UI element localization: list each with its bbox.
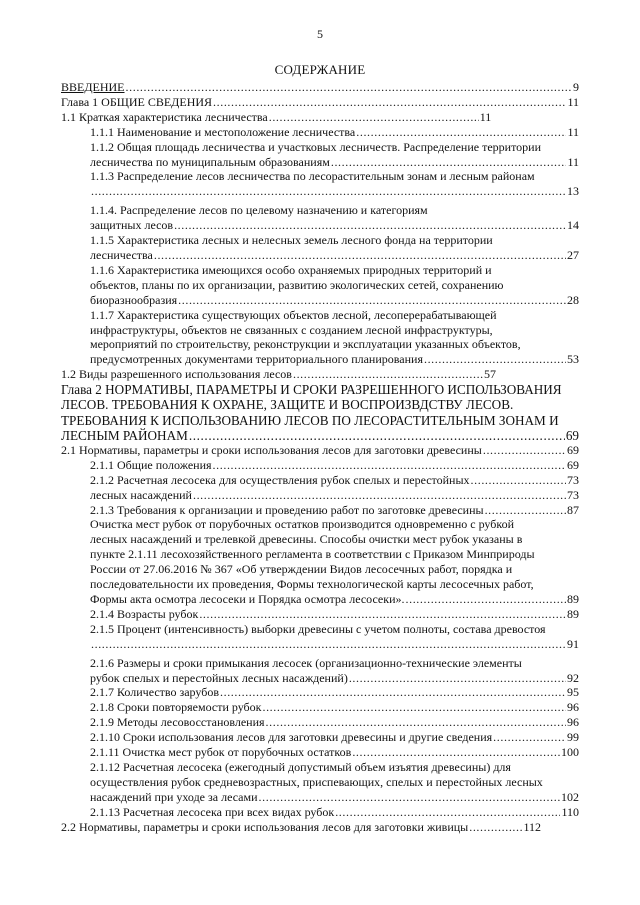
toc-entry-title: 2.1.11 Очистка мест рубок от порубочных остатков — [90, 745, 352, 760]
toc-entry-title: предусмотренных документами территориального планирования — [90, 352, 423, 367]
toc-entry-title: Формы акта осмотра лесосеки и Порядка осмотра лесосеки». — [90, 592, 405, 606]
toc-entry-title: лесничества по муниципальным образованиям — [90, 154, 330, 169]
toc-dot-leader — [174, 218, 566, 233]
toc-entry-title: 1.1 Краткая характеристика лесничества — [61, 109, 268, 124]
toc-page-number: 87 — [567, 502, 579, 517]
toc-entry[interactable] — [61, 685, 579, 700]
toc-entry-line: ЛЕСОВ. ТРЕБОВАНИЯ К ОХРАНЕ, ЗАЩИТЕ И ВОСПРОИЗВДСТВУ ЛЕСОВ. — [61, 397, 514, 413]
toc-entry-title: ВВЕДЕНИЕ — [61, 80, 125, 94]
toc-entry-line: 1.1.6 Характеристика имеющихся особо охраняемых природных территорий и — [90, 262, 492, 277]
toc-dot-leader — [485, 503, 566, 518]
toc-dot-leader — [349, 671, 566, 686]
toc-entry[interactable] — [61, 95, 579, 110]
toc-entry-line: Очистка мест рубок от порубочных остатков производится одновременно с рубкой — [90, 517, 515, 532]
toc-entry-title: рубок спелых и перестойных лесных насаждений) — [90, 670, 348, 685]
toc-dot-leader — [262, 700, 566, 715]
toc-dot-leader — [331, 155, 567, 170]
toc-entry-line: осуществления рубок средневозрастных, приспевающих, спелых и перестойных лесных — [90, 774, 543, 789]
toc-page-number: 102 — [561, 789, 579, 804]
toc-entry-title: ЛЕСНЫМ РАЙОНАМ — [61, 427, 188, 443]
toc-dot-leader — [178, 293, 566, 308]
toc-page-number: 13 — [567, 184, 579, 199]
toc-entry[interactable] — [61, 715, 579, 730]
toc-entry-line: России от 27.06.2016 № 367 «Об утверждении Видов лесосечных работ, порядка и — [90, 562, 513, 577]
toc-page-number: 69 — [567, 457, 579, 472]
toc-page-number: 73 — [567, 487, 579, 502]
toc-entry-title: 2.1 Нормативы, параметры и сроки использования лесов для заготовки древесины — [61, 442, 482, 457]
toc-entry[interactable] — [61, 80, 579, 95]
toc-page-number: 89 — [567, 592, 579, 606]
toc-entry-line: 1.1.4. Распределение лесов по целевому назначению и категориям — [90, 203, 428, 218]
toc-dot-leader — [220, 685, 566, 700]
toc-entry-title: 2.2 Нормативы, параметры и сроки использования лесов для заготовки живицы — [61, 819, 469, 834]
toc-page-number: 28 — [567, 292, 579, 307]
toc-page-number: 11 — [567, 124, 579, 139]
page-number: 5 — [317, 27, 323, 41]
toc-dot-leader — [91, 184, 566, 199]
toc-entry-line: пункте 2.1.11 лесохозяйственного регламента в соответствии с Приказом Минприроды — [90, 547, 535, 562]
toc-entry-line: 1.1.7 Характеристика существующих объектов лесной, лесоперерабатывающей — [90, 307, 497, 322]
toc-entry-title: 2.1.8 Сроки повторяемости рубок — [90, 700, 262, 715]
toc-dot-leader — [335, 805, 560, 820]
toc-page-number: 57 — [483, 367, 496, 382]
toc-entry[interactable] — [61, 140, 579, 170]
toc-entry-line: 2.1.5 Процент (интенсивность) выборки древесины с учетом полноты, состава древостоя — [90, 621, 546, 636]
toc-page-number: 73 — [567, 472, 579, 487]
toc-entry-title: 2.1.1 Общие положения — [90, 457, 212, 472]
toc-dot-leader — [199, 607, 566, 622]
toc-dot-leader — [293, 367, 483, 382]
toc-entry[interactable] — [61, 125, 579, 140]
toc-dot-leader — [356, 125, 566, 140]
toc-dot-leader — [189, 428, 565, 443]
toc-entry[interactable] — [61, 110, 579, 125]
toc-entry[interactable] — [61, 308, 579, 368]
toc-dot-leader — [471, 473, 566, 488]
toc-entry[interactable] — [61, 458, 579, 473]
toc-entry-line: мероприятий по строительству, реконструкции и эксплуатации указанных объектов, — [90, 337, 521, 352]
toc-page-number: 91 — [567, 636, 579, 651]
toc-dot-leader — [406, 592, 567, 607]
toc-entry[interactable] — [61, 488, 579, 503]
toc-entry[interactable] — [61, 607, 579, 622]
toc-dot-leader — [126, 80, 572, 95]
toc-page-number: 110 — [561, 804, 579, 819]
toc-entry-title: 1.1.1 Наименование и местоположение лесничества — [90, 124, 356, 139]
toc-entry-title: 2.1.9 Методы лесовосстановления — [90, 715, 265, 730]
toc-entry[interactable] — [61, 745, 579, 760]
toc-page-number: 95 — [567, 685, 579, 700]
toc-entry-line: лесных насаждений и трелевкой древесины. Способы очистки мест рубок указаны в — [90, 532, 523, 547]
toc-dot-leader — [269, 110, 479, 125]
toc-entry[interactable] — [61, 443, 579, 458]
toc-entry-title: Глава 1 ОБЩИЕ СВЕДЕНИЯ — [61, 94, 213, 109]
toc-entry-line: 1.1.2 Общая площадь лесничества и участковых лесничеств. Распределение территории — [90, 139, 541, 154]
toc-entry-title: биоразнообразия — [90, 292, 178, 307]
toc-dot-leader — [266, 715, 566, 730]
toc-page-number: 11 — [567, 154, 579, 169]
toc-entry[interactable] — [61, 503, 579, 518]
toc-entry[interactable] — [61, 730, 579, 745]
toc-dot-leader — [193, 488, 566, 503]
toc-entry[interactable] — [61, 169, 579, 199]
toc-entry-line: 1.1.5 Характеристика лесных и нелесных земель лесного фонда на территории — [90, 233, 493, 248]
toc-dot-leader — [213, 95, 566, 110]
toc-entry-line: последовательности их проведения, Формы технологической карты лесосечных работ, — [90, 577, 534, 592]
toc-page-number: 100 — [561, 745, 579, 760]
toc-entry-title: 2.1.7 Количество зарубов — [90, 685, 219, 700]
toc-entry-title: лесничества — [90, 247, 153, 262]
toc-page-number: 69 — [567, 442, 579, 457]
toc-page-number: 96 — [567, 715, 579, 730]
toc-heading: СОДЕРЖАНИЕ — [274, 62, 366, 77]
toc-entry[interactable] — [61, 203, 579, 233]
toc-entry-title: 1.2 Виды разрешенного использования лесов — [61, 367, 292, 382]
toc-dot-leader — [493, 730, 566, 745]
toc-entry-title: защитных лесов — [90, 218, 174, 233]
toc-dot-leader — [259, 790, 560, 805]
toc-dot-leader — [91, 637, 566, 652]
toc-page-number: 92 — [567, 670, 579, 685]
toc-page-number: 112 — [523, 819, 541, 834]
toc-page-number: 53 — [567, 352, 579, 367]
toc-entry-title: лесных насаждений — [90, 487, 192, 502]
toc-dot-leader — [154, 248, 566, 263]
toc-dot-leader — [213, 458, 566, 473]
toc-entry-line: 2.1.6 Размеры и сроки примыкания лесосек (организационно-технические элементы — [90, 655, 522, 670]
toc-entry[interactable] — [61, 805, 579, 820]
toc-dot-leader — [352, 745, 560, 760]
toc-page-number: 14 — [567, 218, 579, 233]
table-of-contents — [61, 80, 579, 835]
toc-page-number: 11 — [567, 94, 579, 109]
toc-entry-line: объектов, планы по их организации, развитию экологических сетей, сохранению — [90, 277, 504, 292]
toc-entry[interactable] — [61, 263, 579, 308]
toc-entry[interactable] — [61, 820, 579, 835]
toc-entry-line: 2.1.12 Расчетная лесосека (ежегодный допустимый объем изъятия древесины) для — [90, 759, 511, 774]
toc-entry-title: 2.1.10 Сроки использования лесов для заготовки древесины и другие сведения — [90, 730, 493, 745]
toc-dot-leader — [424, 352, 566, 367]
toc-entry-title: насаждений при уходе за лесами — [90, 789, 258, 804]
toc-entry[interactable] — [61, 367, 579, 382]
toc-page-number: 11 — [479, 109, 492, 124]
toc-entry[interactable] — [61, 382, 579, 443]
toc-entry-title: 2.1.13 Расчетная лесосека при всех видах рубок — [90, 804, 335, 819]
toc-page-number: 96 — [567, 700, 579, 715]
toc-page-number: 89 — [567, 606, 579, 621]
toc-entry[interactable] — [61, 473, 579, 488]
toc-dot-leader — [483, 443, 566, 458]
toc-entry-line: ТРЕБОВАНИЯ К ИСПОЛЬЗОВАНИЮ ЛЕСОВ ПО ЛЕСОРАСТИТЕЛЬНЫМ ЗОНАМ И — [61, 412, 559, 428]
toc-entry-line: Глава 2 НОРМАТИВЫ, ПАРАМЕТРЫ И СРОКИ РАЗРЕШЕННОГО ИСПОЛЬЗОВАНИЯ — [61, 382, 562, 398]
toc-entry-line: 1.1.3 Распределение лесов лесничества по лесорастительным зонам и лесным районам — [90, 169, 535, 184]
toc-entry[interactable] — [61, 622, 579, 652]
toc-entry-title: 2.1.3 Требования к организации и проведению работ по заготовке древесины — [90, 502, 484, 517]
toc-page-number: 27 — [567, 247, 579, 262]
toc-entry[interactable] — [61, 233, 579, 263]
toc-page-number: 99 — [567, 730, 579, 745]
toc-page-number: 69 — [565, 427, 579, 443]
toc-dot-leader — [469, 820, 522, 835]
toc-entry[interactable] — [61, 700, 579, 715]
toc-entry-title: 2.1.2 Расчетная лесосека для осуществления рубок спелых и перестойных — [90, 472, 470, 487]
toc-entry[interactable] — [61, 760, 579, 805]
toc-entry-line: инфраструктуры, объектов не связанных с созданием лесной инфраструктуры, — [90, 322, 493, 337]
toc-entry[interactable] — [61, 517, 579, 606]
toc-entry[interactable] — [61, 656, 579, 686]
toc-entry-title: 2.1.4 Возрасты рубок — [90, 606, 199, 621]
toc-page-number: 9 — [573, 80, 579, 94]
